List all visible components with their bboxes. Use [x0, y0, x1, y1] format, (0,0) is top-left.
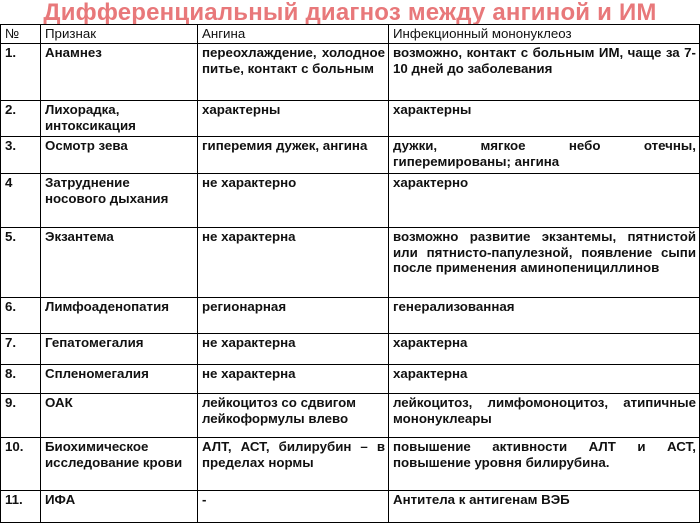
- row-sign: Биохимическое исследование крови: [41, 438, 198, 491]
- row-mononucleosis: возможно, контакт с больным ИМ, чаще за 7-10 дней до заболевания: [389, 44, 700, 101]
- row-angina: переохлаждение, холодное питье, контакт с больным: [198, 44, 389, 101]
- row-mononucleosis: характерны: [389, 101, 700, 137]
- header-sign: Признак: [41, 25, 198, 44]
- row-number: 5.: [1, 228, 41, 298]
- table-header-row: [1, 25, 700, 44]
- row-sign: Лимфоаденопатия: [41, 298, 198, 334]
- row-mononucleosis: дужки, мягкое небо отечны, гиперемированы; ангина: [389, 137, 700, 174]
- row-number: 4: [1, 174, 41, 228]
- table-row: [1, 394, 700, 438]
- row-mononucleosis: повышение активности АЛТ и АСТ, повышение уровня билирубина.: [389, 438, 700, 491]
- row-sign: Экзантема: [41, 228, 198, 298]
- row-angina: АЛТ, АСТ, билирубин – в пределах нормы: [198, 438, 389, 491]
- table-row: [1, 365, 700, 394]
- table-row: [1, 334, 700, 365]
- row-angina: не характерна: [198, 228, 389, 298]
- row-number: 9.: [1, 394, 41, 438]
- row-mononucleosis: характерно: [389, 174, 700, 228]
- row-mononucleosis: генерализованная: [389, 298, 700, 334]
- table-row: [1, 174, 700, 228]
- differential-diagnosis-table: [0, 24, 700, 523]
- row-number: 8.: [1, 365, 41, 394]
- table-row: [1, 44, 700, 101]
- row-angina: -: [198, 491, 389, 523]
- row-angina: характерны: [198, 101, 389, 137]
- slide-title: Дифференциальный диагноз между ангиной и ИМ: [43, 0, 657, 26]
- header-angina: Ангина: [198, 25, 389, 44]
- row-angina: лейкоцитоз со сдвигом лейкоформулы влево: [198, 394, 389, 438]
- row-mononucleosis: характерна: [389, 334, 700, 365]
- row-angina: гиперемия дужек, ангина: [198, 137, 389, 174]
- row-number: 2.: [1, 101, 41, 137]
- row-angina: не характерна: [198, 334, 389, 365]
- row-mononucleosis: лейкоцитоз, лимфомоноцитоз, атипичные мононуклеары: [389, 394, 700, 438]
- row-sign: ОАК: [41, 394, 198, 438]
- row-sign: Осмотр зева: [41, 137, 198, 174]
- row-mononucleosis: возможно развитие экзантемы, пятнистой или пятнисто-папулезной, появление сыпи после применения аминопенициллинов: [389, 228, 700, 298]
- row-angina: не характерна: [198, 365, 389, 394]
- row-mononucleosis: Антитела к антигенам ВЭБ: [389, 491, 700, 523]
- row-sign: Гепатомегалия: [41, 334, 198, 365]
- row-sign: Спленомегалия: [41, 365, 198, 394]
- row-mononucleosis: характерна: [389, 365, 700, 394]
- header-mononucleosis: Инфекционный мононуклеоз: [389, 25, 700, 44]
- row-number: 11.: [1, 491, 41, 523]
- table-row: [1, 491, 700, 523]
- row-sign: Лихорадка, интоксикация: [41, 101, 198, 137]
- row-number: 6.: [1, 298, 41, 334]
- header-number: №: [1, 25, 41, 44]
- row-sign: ИФА: [41, 491, 198, 523]
- row-sign: Анамнез: [41, 44, 198, 101]
- row-number: 7.: [1, 334, 41, 365]
- table-row: [1, 438, 700, 491]
- row-angina: регионарная: [198, 298, 389, 334]
- row-number: 1.: [1, 44, 41, 101]
- table-row: [1, 101, 700, 137]
- table-row: [1, 137, 700, 174]
- table-row: [1, 228, 700, 298]
- table-row: [1, 298, 700, 334]
- row-sign: Затруднение носового дыхания: [41, 174, 198, 228]
- row-number: 10.: [1, 438, 41, 491]
- row-angina: не характерно: [198, 174, 389, 228]
- row-number: 3.: [1, 137, 41, 174]
